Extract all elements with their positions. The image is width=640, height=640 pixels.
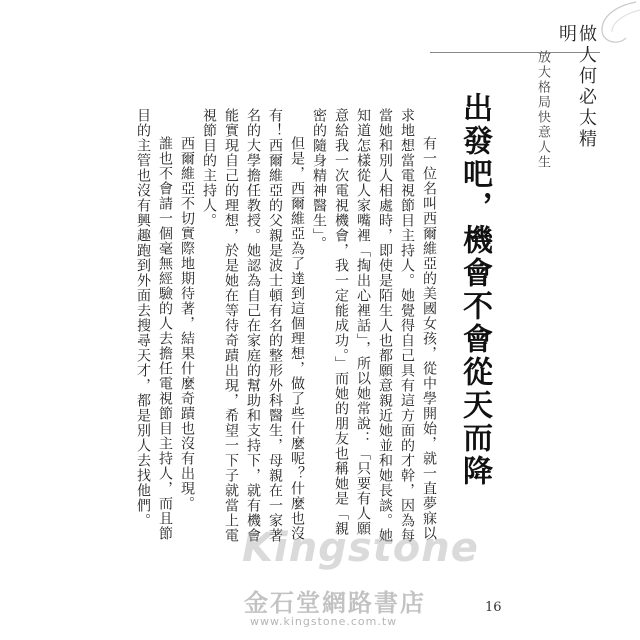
watermark-brand: Kingstone — [242, 525, 479, 571]
page-number: 16 — [485, 600, 502, 615]
paragraph: 誰也不會請一個毫無經驗的人去擔任電視節目主持人，而且節目的主管也沒有興趣跑到外面去搜尋天才，都是別人去找他們。 — [135, 108, 173, 541]
paragraph: 西爾維亞不切實際地期待著，結果什麼奇蹟也沒有出現。 — [179, 136, 195, 511]
watermark-chinese-name: 金石堂網路書店 — [244, 589, 426, 617]
book-header — [506, 10, 596, 170]
body-text — [135, 108, 440, 548]
swirl-decoration-icon — [596, 0, 640, 50]
watermark-url: www.kingstone.com.tw — [250, 615, 398, 628]
book-title: 做人何必太精明 — [556, 24, 597, 150]
book-subtitle: 放大格局快意人生 — [535, 50, 550, 170]
chapter-title: 出發吧，機會不會從天而降 — [457, 92, 492, 488]
paragraph: 但是，西爾維亞為了達到這個理想，做了些什麼呢？什麼也沒有！西爾維亞的父親是波士頓有名的整形外科醫生，母親在一家著名的大學擔任教授。她認為自己在家庭的幫助和支持下，就有機會能實現自己的理想，於是她在等待奇蹟出現，希望一下子就當上電視節目的主持人。 — [201, 108, 305, 543]
paragraph: 有一位名叫西爾維亞的美國女孩，從中學開始，就一直夢寐以求地想當電視節目主持人。她覺得自己具有這方面的才幹，因為每當她和別人相處時，即使是陌生人也都願意親近她並和她長談。她知道怎樣從人家嘴裡「掏出心裡話」，所以她常說：「只要有人願意給我一次電視機會，我一定能成功。」而她的朋友也稱她是「親密的隨身精神醫生」。 — [311, 108, 437, 543]
